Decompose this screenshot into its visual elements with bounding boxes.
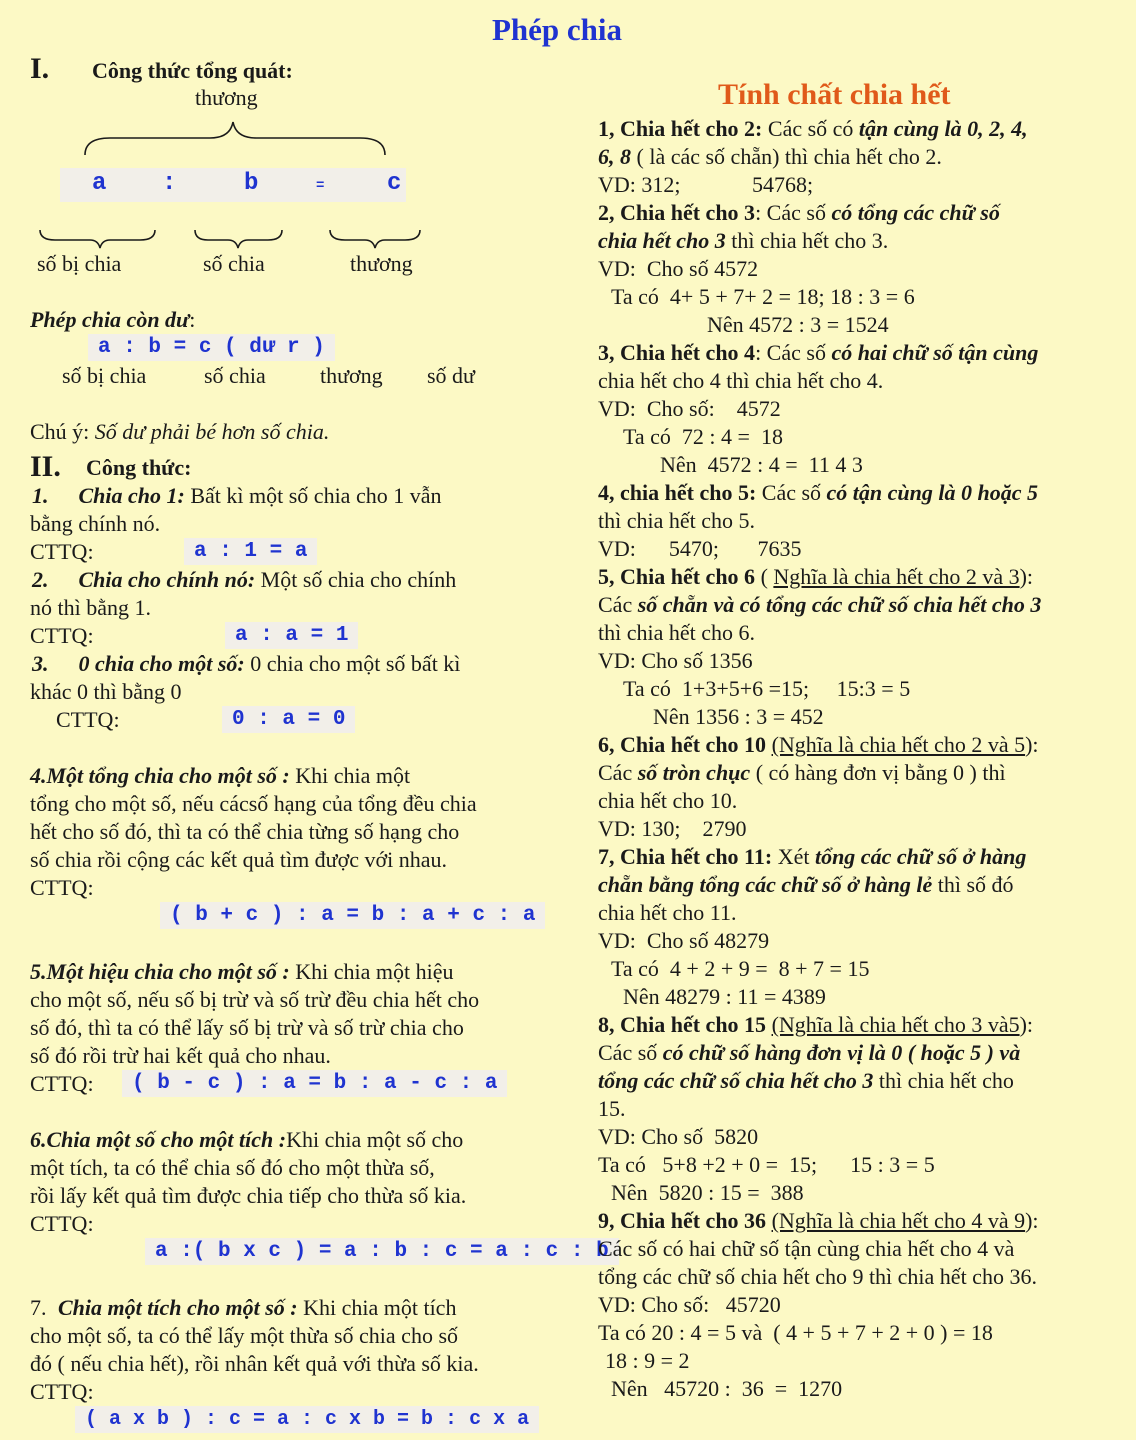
div11-example-3: Nên 48279 : 11 = 4389 bbox=[623, 984, 826, 1009]
section-1-heading: Công thức tổng quát: bbox=[92, 58, 293, 83]
rule-4-line2: tổng cho một số, nếu cácsố hạng của tổng đều chia bbox=[30, 791, 477, 816]
rule-5-cttq: CTTQ: bbox=[30, 1071, 94, 1096]
remainder-label-divisor: số chia bbox=[204, 363, 266, 388]
div3-line2: chia hết cho 3 thì chia hết cho 3. bbox=[598, 228, 889, 253]
rule-2-formula: a : a = 1 bbox=[225, 622, 358, 649]
section-1-number: I. bbox=[30, 52, 50, 85]
diagram-formula-bg bbox=[60, 168, 406, 202]
rule-3-line1: 3. 0 chia cho một số: 0 chia cho một số bất kì bbox=[32, 651, 461, 676]
div6-example-3: Nên 1356 : 3 = 452 bbox=[653, 704, 824, 729]
div5-example: VD: 5470; 7635 bbox=[598, 536, 802, 561]
rule-4-formula: ( b + c ) : a = b : a + c : a bbox=[160, 902, 545, 929]
diagram-label-divisor: số chia bbox=[203, 251, 265, 276]
div6-example-1: VD: Cho số 1356 bbox=[598, 648, 753, 673]
diagram-eq: = bbox=[316, 178, 325, 194]
rule-5-line1: 5.Một hiệu chia cho một số : Khi chia một hiệu bbox=[30, 959, 454, 984]
diagram-label-dividend: số bị chia bbox=[37, 251, 122, 276]
rule-4-line3: hết cho số đó, thì ta có thể chia từng số hạng cho bbox=[30, 819, 460, 844]
div4-line1: 3, Chia hết cho 4: Các số có hai chữ số tận cùng bbox=[598, 340, 1039, 365]
rule-5-line2: cho một số, nếu số bị trừ và số trừ đều chia hết cho bbox=[30, 987, 480, 1012]
div15-line2: Các số có chữ số hàng đơn vị là 0 ( hoặc 5 ) và bbox=[598, 1040, 1021, 1065]
rule-3-line2: khác 0 thì bằng 0 bbox=[30, 679, 182, 704]
rule-3-formula: 0 : a = 0 bbox=[222, 706, 355, 733]
div2-line1: 1, Chia hết cho 2: Các số có tận cùng là 0, 2, 4, bbox=[598, 116, 1028, 141]
diagram-braces bbox=[0, 0, 560, 260]
remainder-formula: a : b = c ( dư r ) bbox=[88, 334, 335, 361]
div11-example-2: Ta có 4 + 2 + 9 = 8 + 7 = 15 bbox=[611, 956, 870, 981]
div5-line2: thì chia hết cho 5. bbox=[598, 508, 756, 533]
rule-4-line1: 4.Một tổng chia cho một số : Khi chia một bbox=[30, 763, 411, 788]
div36-line2: Các số có hai chữ số tận cùng chia hết cho 4 và bbox=[598, 1236, 1015, 1261]
div36-example-1: VD: Cho số: 45720 bbox=[598, 1292, 781, 1317]
div2-line2: 6, 8 ( là các số chẵn) thì chia hết cho 2. bbox=[598, 144, 942, 169]
div36-line1: 9, Chia hết cho 36 (Nghĩa là chia hết cho 4 và 9): bbox=[598, 1208, 1039, 1233]
rule-4-cttq: CTTQ: bbox=[30, 875, 94, 900]
rule-6-cttq: CTTQ: bbox=[30, 1211, 94, 1236]
note: Chú ý: Số dư phải bé hơn số chia. bbox=[30, 419, 330, 444]
div36-example-2: Ta có 20 : 4 = 5 và ( 4 + 5 + 7 + 2 + 0 ) = 18 bbox=[598, 1320, 993, 1345]
div6-example-2: Ta có 1+3+5+6 =15; 15:3 = 5 bbox=[623, 676, 911, 701]
diagram-label-quotient: thương bbox=[350, 251, 413, 276]
div6-line2: Các số chẵn và có tổng các chữ số chia hết cho 3 bbox=[598, 592, 1042, 617]
rule-2-line1: 2. Chia cho chính nó: Một số chia cho chính bbox=[32, 567, 457, 592]
rule-6-line1: 6.Chia một số cho một tích :Khi chia một số cho bbox=[30, 1127, 464, 1152]
dividend-brace bbox=[40, 230, 155, 248]
div2-example: VD: 312; 54768; bbox=[598, 172, 814, 197]
rule-2-cttq: CTTQ: bbox=[30, 623, 94, 648]
rule-5-formula: ( b - c ) : a = b : a - c : a bbox=[122, 1070, 507, 1097]
div6-line1: 5, Chia hết cho 6 ( Nghĩa là chia hết cho 2 và 3): bbox=[598, 564, 1034, 589]
div4-line2: chia hết cho 4 thì chia hết cho 4. bbox=[598, 368, 884, 393]
rule-7-line3: đó ( nếu chia hết), rồi nhân kết quả với thừa số kia. bbox=[30, 1351, 479, 1376]
rule-7-line2: cho một số, ta có thể lấy một thừa số chia cho số bbox=[30, 1323, 459, 1348]
rule-4-line4: số chia rồi cộng các kết quả tìm được với nhau. bbox=[30, 847, 448, 872]
div11-example-1: VD: Cho số 48279 bbox=[598, 928, 770, 953]
div4-example-1: VD: Cho số: 4572 bbox=[598, 396, 781, 421]
remainder-label-quotient: thương bbox=[320, 363, 383, 388]
div4-example-2: Ta có 72 : 4 = 18 bbox=[623, 424, 783, 449]
div15-example-2: Ta có 5+8 +2 + 0 = 15; 15 : 3 = 5 bbox=[598, 1152, 935, 1177]
div6-line3: thì chia hết cho 6. bbox=[598, 620, 756, 645]
diagram-top-label: thương bbox=[195, 85, 258, 110]
rule-7-formula: ( a x b ) : c = a : c x b = b : c x a bbox=[75, 1406, 539, 1433]
page-title: Phép chia bbox=[492, 12, 623, 47]
diagram-c: c bbox=[387, 170, 402, 197]
rule-1-line2: bằng chính nó. bbox=[30, 511, 161, 536]
div3-example-2: Ta có 4+ 5 + 7+ 2 = 18; 18 : 3 = 6 bbox=[611, 284, 915, 309]
div15-example-3: Nên 5820 : 15 = 388 bbox=[611, 1180, 804, 1205]
div11-line2: chẵn bằng tổng các chữ số ở hàng lẻ thì số đó bbox=[598, 872, 1014, 897]
rule-6-formula: a :( b x c ) = a : b : c = a : c : b bbox=[145, 1238, 619, 1265]
rule-7-cttq: CTTQ: bbox=[30, 1379, 94, 1404]
div3-line1: 2, Chia hết cho 3: Các số có tổng các chữ số bbox=[598, 200, 1000, 225]
div5-line1: 4, chia hết cho 5: Các số có tận cùng là 0 hoặc 5 bbox=[598, 480, 1038, 505]
rule-7-line1: 7. Chia một tích cho một số : Khi chia một tích bbox=[30, 1295, 457, 1320]
diagram-b: b bbox=[244, 170, 259, 197]
div15-line4: 15. bbox=[598, 1096, 626, 1121]
div36-example-3: 18 : 9 = 2 bbox=[605, 1348, 690, 1373]
div15-example-1: VD: Cho số 5820 bbox=[598, 1124, 759, 1149]
section-2-number: II. bbox=[30, 450, 61, 483]
diagram-colon: : bbox=[162, 170, 177, 197]
remainder-label-dividend: số bị chia bbox=[62, 363, 147, 388]
rule-5-line4: số đó rồi trừ hai kết quả cho nhau. bbox=[30, 1043, 331, 1068]
div4-example-3: Nên 4572 : 4 = 11 4 3 bbox=[660, 452, 863, 477]
section-2-heading: Công thức: bbox=[86, 455, 192, 480]
div3-example-1: VD: Cho số 4572 bbox=[598, 256, 759, 281]
quotient-brace-top bbox=[85, 122, 385, 155]
div10-line3: chia hết cho 10. bbox=[598, 788, 738, 813]
rule-2-line2: nó thì bằng 1. bbox=[30, 595, 151, 620]
rule-5-line3: số đó, thì ta có thể lấy số bị trừ và số trừ chia cho bbox=[30, 1015, 464, 1040]
rule-6-line3: rồi lấy kết quả tìm được chia tiếp cho thừa số kia. bbox=[30, 1183, 467, 1208]
rule-1-line1: 1. Chia cho 1: Bất kì một số chia cho 1 vẫn bbox=[32, 483, 442, 508]
div15-line3: tổng các chữ số chia hết cho 3 thì chia hết cho bbox=[598, 1068, 1014, 1093]
remainder-heading: Phép chia còn dư: bbox=[30, 307, 196, 332]
div10-line2: Các số tròn chục ( có hàng đơn vị bằng 0 ) thì bbox=[598, 760, 1006, 785]
rule-1-cttq: CTTQ: bbox=[30, 539, 94, 564]
div11-line1: 7, Chia hết cho 11: Xét tổng các chữ số ở hàng bbox=[598, 844, 1027, 869]
quotient-brace-bottom bbox=[330, 230, 420, 248]
divisor-brace bbox=[195, 230, 282, 248]
div11-line3: chia hết cho 11. bbox=[598, 900, 737, 925]
diagram-a: a bbox=[92, 170, 107, 197]
div3-example-3: Nên 4572 : 3 = 1524 bbox=[707, 312, 889, 337]
div10-example: VD: 130; 2790 bbox=[598, 816, 747, 841]
div36-line3: tổng các chữ số chia hết cho 9 thì chia hết cho 36. bbox=[598, 1264, 1037, 1289]
div10-line1: 6, Chia hết cho 10 (Nghĩa là chia hết cho 2 và 5): bbox=[598, 732, 1039, 757]
remainder-label-remainder: số dư bbox=[427, 363, 475, 388]
div36-example-4: Nên 45720 : 36 = 1270 bbox=[611, 1376, 843, 1401]
rule-1-formula: a : 1 = a bbox=[184, 538, 317, 565]
rule-6-line2: một tích, ta có thể chia số đó cho một thừa số, bbox=[30, 1155, 435, 1180]
rule-3-cttq: CTTQ: bbox=[56, 707, 120, 732]
div15-line1: 8, Chia hết cho 15 (Nghĩa là chia hết cho 3 và5): bbox=[598, 1012, 1034, 1037]
divisibility-title: Tính chất chia hết bbox=[718, 78, 951, 111]
